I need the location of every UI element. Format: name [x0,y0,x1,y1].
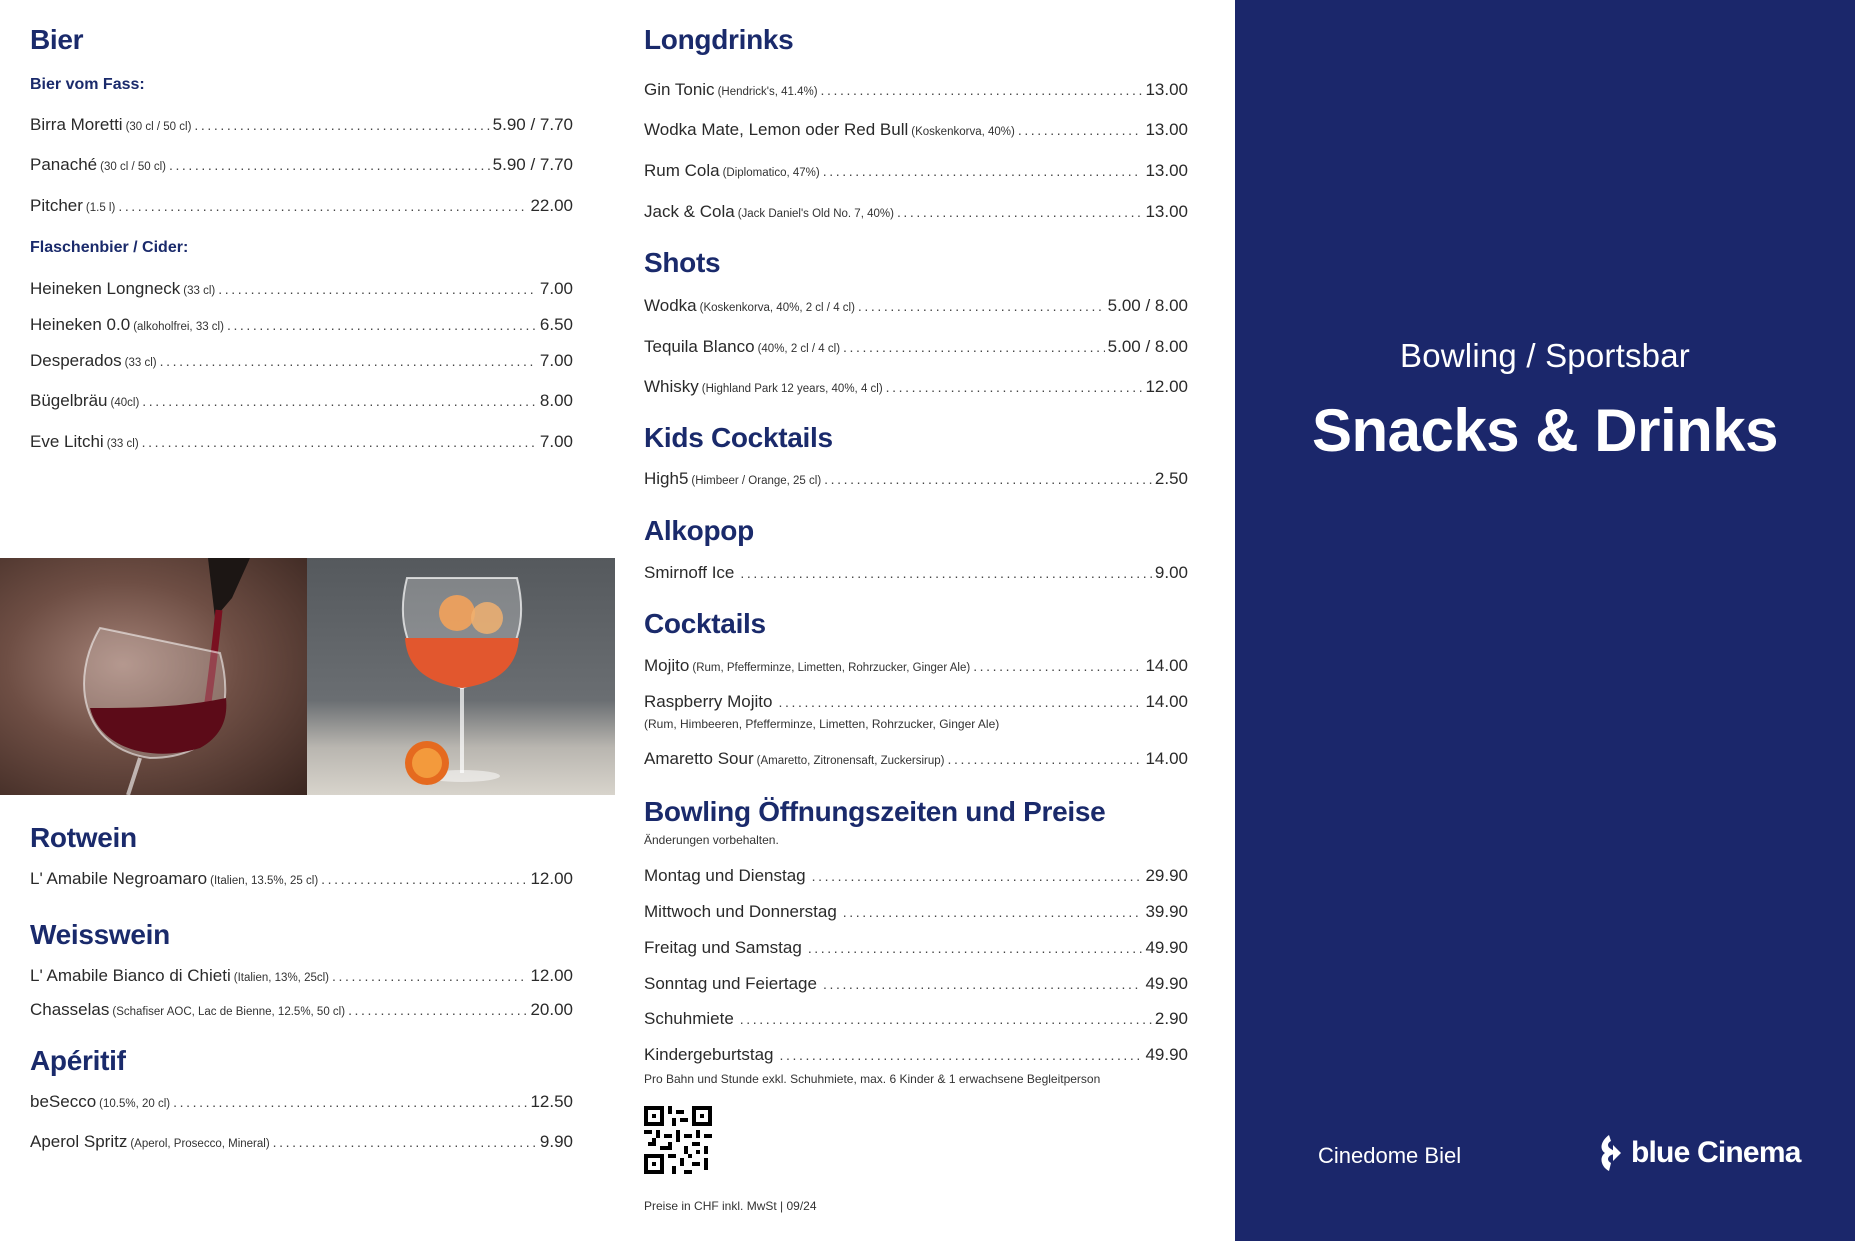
menu-item: Gin Tonic (Hendrick's, 41.4%) ..... 13.00 [644,80,1188,100]
menu-item: Rum Cola (Diplomatico, 47%) ..... 13.00 [644,161,1188,181]
menu-item: Eve Litchi (33 cl) ..... 7.00 [30,432,573,452]
menu-item: Kindergeburtstag ..... 49.90 [644,1045,1188,1065]
menu-item: Wodka (Koskenkorva, 40%, 2 cl / 4 cl) ..... 5.00 / 8.00 [644,296,1188,316]
bowling-subtitle: Änderungen vorbehalten. [644,833,779,847]
alkopop-title: Alkopop [644,515,754,546]
menu-item: L' Amabile Bianco di Chieti (Italien, 13%, 25cl) ..... 12.00 [30,966,573,986]
menu-item: Mittwoch und Donnerstag ..... 39.90 [644,902,1188,922]
cocktail-glass-icon [307,558,615,795]
bottle-beer-subtitle: Flaschenbier / Cider: [30,239,189,256]
qr-code-icon[interactable] [644,1106,712,1174]
cover-subtitle: Bowling / Sportsbar [1400,337,1690,374]
drink-photos [0,558,615,795]
menu-item: High5 (Himbeer / Orange, 25 cl) ..... 2.50 [644,469,1188,489]
cocktails-title: Cocktails [644,608,766,639]
menu-item: Schuhmiete ..... 2.90 [644,1009,1188,1029]
menu-item: Wodka Mate, Lemon oder Red Bull (Koskenkorva, 40%) ..... 13.00 [644,120,1188,140]
menu-item: Jack & Cola (Jack Daniel's Old No. 7, 40%) ..... 13.00 [644,202,1188,222]
menu-item: Heineken 0.0 (alkoholfrei, 33 cl) ..... 6.50 [30,315,573,335]
cover-title: Snacks & Drinks [1311,397,1779,464]
menu-item: Raspberry Mojito ..... 14.00 [644,692,1188,712]
menu-item: Smirnoff Ice ..... 9.00 [644,563,1188,583]
menu-item: Mojito (Rum, Pfefferminze, Limetten, Rohrzucker, Ginger Ale) ..... 14.00 [644,656,1188,676]
menu-item: Amaretto Sour (Amaretto, Zitronensaft, Zuckersirup) ..... 14.00 [644,749,1188,769]
menu-item: Heineken Longneck (33 cl) ..... 7.00 [30,279,573,299]
brand-name: blue Cinema [1631,1136,1801,1169]
bowling-footnote: Pro Bahn und Stunde exkl. Schuhmiete, max. 6 Kinder & 1 erwachsene Begleitperson [644,1072,1101,1086]
menu-item: Bügelbräu (40cl) ..... 8.00 [30,391,573,411]
cover-panel [1235,0,1855,1241]
menu-item: L' Amabile Negroamaro (Italien, 13.5%, 25 cl) ..... 12.00 [30,869,573,889]
menu-item: Freitag und Samstag ..... 49.90 [644,938,1188,958]
venue-name: Cinedome Biel [1318,1143,1462,1168]
kids-cocktails-title: Kids Cocktails [644,422,833,453]
raspberry-mojito-note: (Rum, Himbeeren, Pfefferminze, Limetten, Rohrzucker, Ginger Ale) [644,717,1000,731]
menu-item: Desperados (33 cl) ..... 7.00 [30,351,573,371]
white-wine-title: Weisswein [30,919,170,950]
draft-beer-subtitle: Bier vom Fass: [30,76,145,93]
spritz-photo [307,558,615,795]
wine-glass-icon [0,558,307,795]
menu-item: Sonntag und Feiertage ..... 49.90 [644,974,1188,994]
red-wine-title: Rotwein [30,822,137,853]
menu-item: Pitcher (1.5 l) ..... 22.00 [30,196,573,216]
shots-title: Shots [644,247,721,278]
bowling-title: Bowling Öffnungszeiten und Preise [644,796,1106,827]
menu-item: Chasselas (Schafiser AOC, Lac de Bienne, 12.5%, 50 cl) ..... 20.00 [30,1000,573,1020]
menu-item: Birra Moretti (30 cl / 50 cl) ..... 5.90 / 7.70 [30,115,573,135]
longdrinks-title: Longdrinks [644,24,794,55]
menu-item: Montag und Dienstag ..... 29.90 [644,866,1188,886]
middle-column [644,0,1188,1241]
menu-item: Panaché (30 cl / 50 cl) ..... 5.90 / 7.70 [30,155,573,175]
prices-note: Preise in CHF inkl. MwSt | 09/24 [644,1199,817,1213]
aperitif-title: Apéritif [30,1045,126,1076]
menu-item: Aperol Spritz (Aperol, Prosecco, Mineral) ..... 9.90 [30,1132,573,1152]
beer-title: Bier [30,24,84,55]
blue-cinema-logo-icon [1595,1133,1625,1173]
menu-item: Whisky (Highland Park 12 years, 40%, 4 cl) ..... 12.00 [644,377,1188,397]
menu-item: Tequila Blanco (40%, 2 cl / 4 cl) ..... 5.00 / 8.00 [644,337,1188,357]
red-wine-photo [0,558,307,795]
menu-item: beSecco (10.5%, 20 cl) ..... 12.50 [30,1092,573,1112]
brand-logo [1595,1133,1801,1173]
